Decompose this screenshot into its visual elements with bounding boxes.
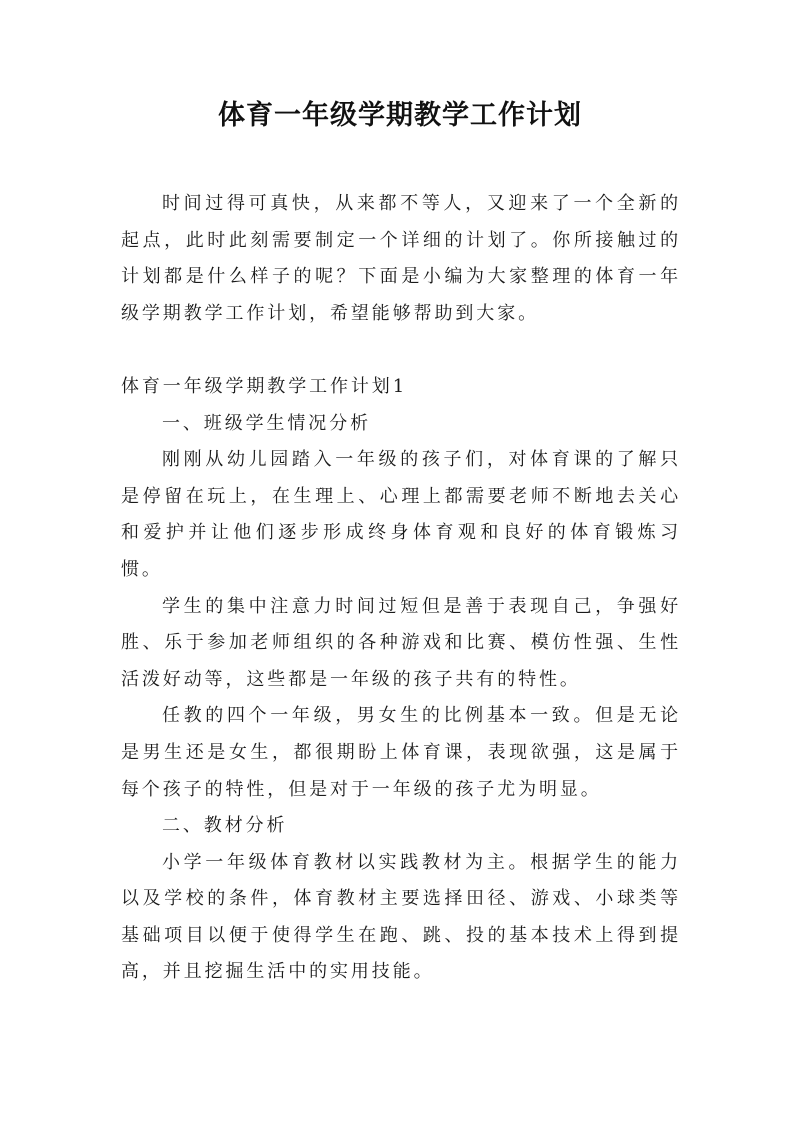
section-title: 体育一年级学期教学工作计划1 <box>121 375 408 397</box>
paragraph-2: 学生的集中注意力时间过短但是善于表现自己，争强好胜、乐于参加老师组织的各种游戏和比赛、模仿性强、生性活泼好动等，这些都是一年级的孩子共有的特性。 <box>121 595 681 690</box>
paragraph-spacer <box>121 332 681 369</box>
document-title: 体育一年级学期教学工作计划 <box>218 100 582 131</box>
heading-student-analysis: 一、班级学生情况分析 <box>162 412 371 434</box>
paragraph-1: 刚刚从幼儿园踏入一年级的孩子们，对体育课的了解只是停留在玩上，在生理上、心理上都需要老师不断地去关心和爱护并让他们逐步形成终身体育观和良好的体育锻炼习惯。 <box>121 449 681 580</box>
paragraph-4: 小学一年级体育教材以实践教材为主。根据学生的能力以及学校的条件，体育教材主要选择田径、游戏、小球类等基础项目以便于使得学生在跑、跳、投的基本技术上得到提高，并且挖掘生活中的实用技能。 <box>121 851 681 983</box>
paragraph-3: 任教的四个一年级，男女生的比例基本一致。但是无论是男生还是女生，都很期盼上体育课，表现欲强，这是属于每个孩子的特性，但是对于一年级的孩子尤为明显。 <box>121 705 681 800</box>
heading-textbook-analysis: 二、教材分析 <box>162 815 288 837</box>
intro-paragraph: 时间过得可真快，从来都不等人，又迎来了一个全新的起点，此时此刻需要制定一个详细的计划了。你所接触过的计划都是什么样子的呢？下面是小编为大家整理的体育一年级学期教学工作计划，希望能够帮助到大家。 <box>121 193 681 324</box>
document-body <box>121 186 681 991</box>
